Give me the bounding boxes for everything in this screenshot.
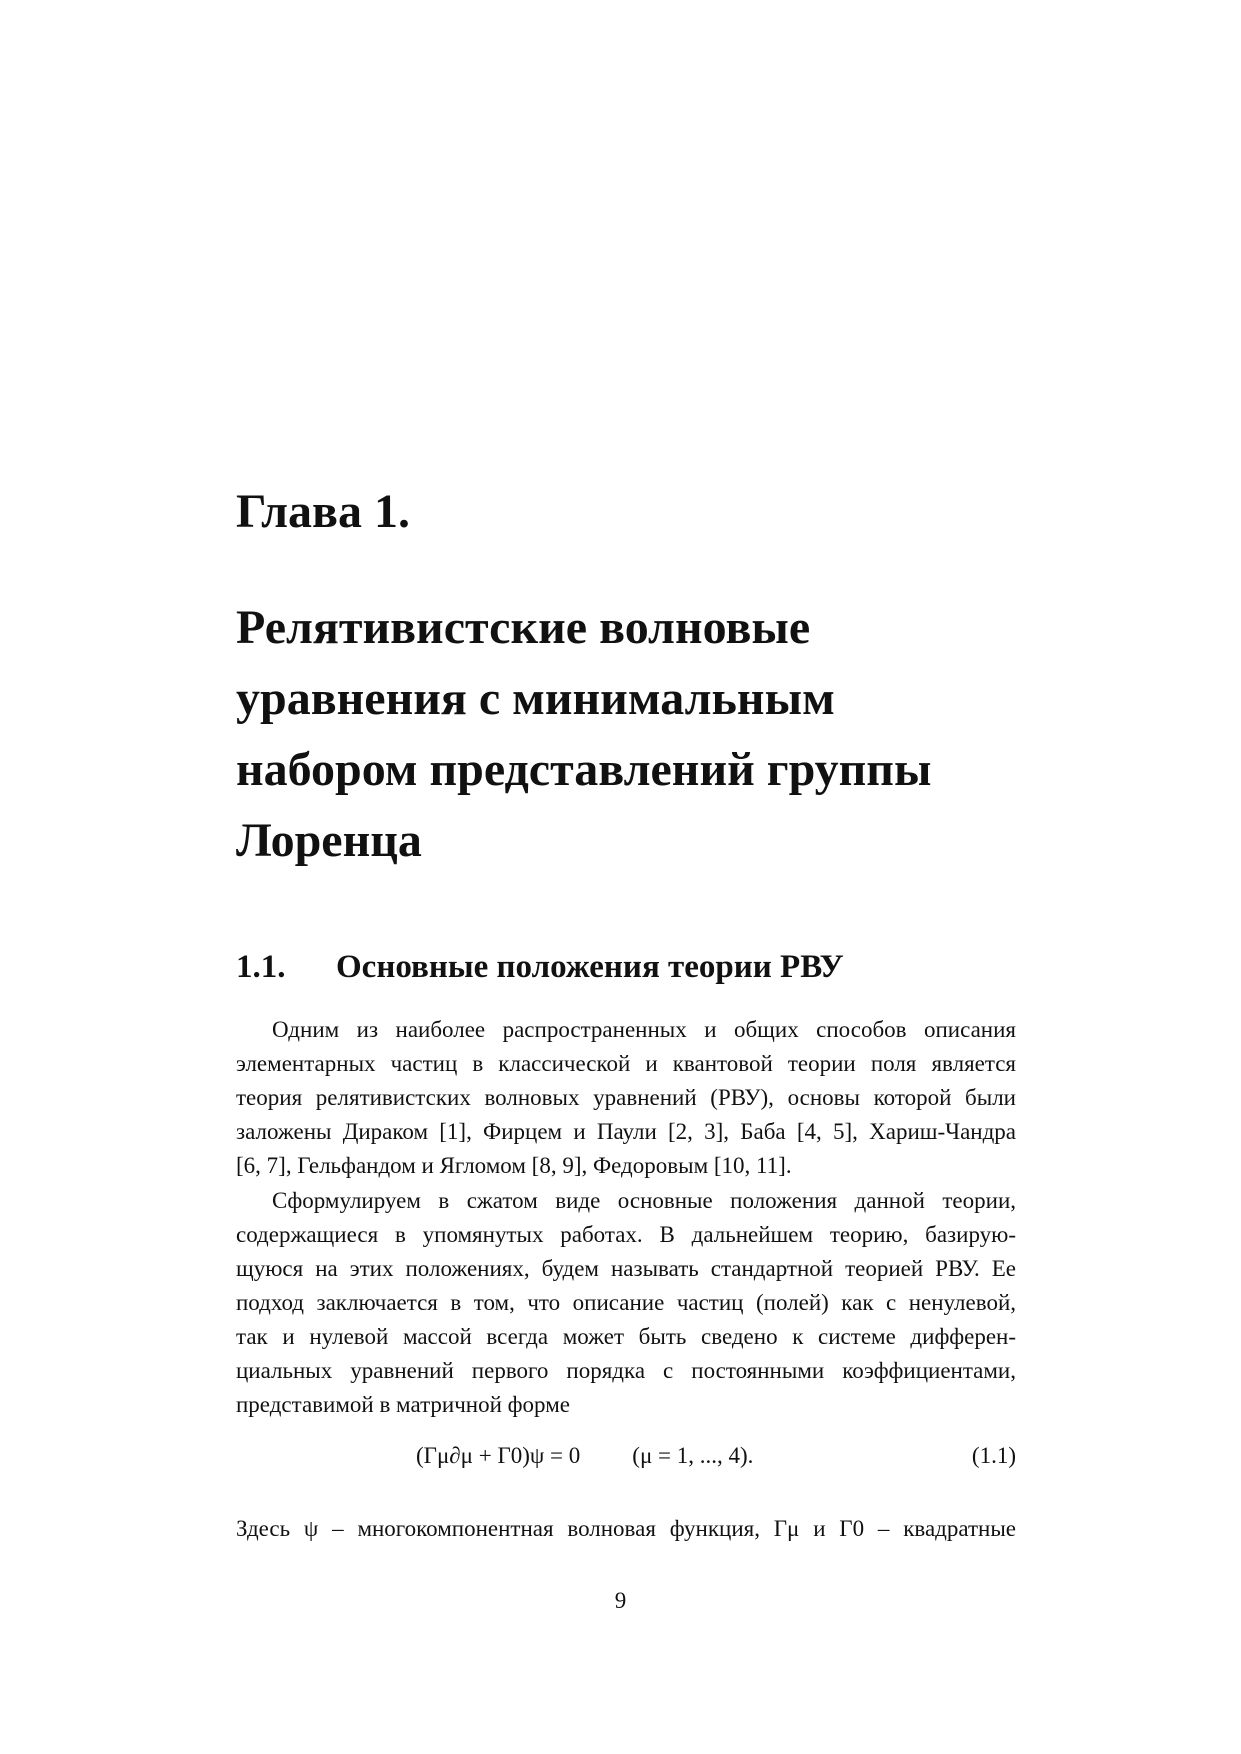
paragraph-line: представимой в матричной форме <box>236 1392 570 1417</box>
paragraph <box>236 1013 1016 1183</box>
section-heading <box>236 946 844 988</box>
paragraph-line: подход заключается в том, что описание частиц (полей) как с ненулевой, <box>236 1290 1016 1315</box>
paragraph-line: щуюся на этих положениях, будем называть стандартной теорией РВУ. Ее <box>236 1256 1016 1281</box>
chapter-title <box>236 592 1036 876</box>
section-number: 1.1. <box>236 949 286 985</box>
paragraph-line: Сформулируем в сжатом виде основные положения данной теории, <box>272 1188 1016 1213</box>
paragraph-line: так и нулевой массой всегда может быть сведено к системе дифферен- <box>236 1324 1016 1349</box>
chapter-title-line: Релятивистские волновые <box>236 601 811 654</box>
chapter-title-line: набором представлений группы <box>236 743 932 796</box>
paragraph-line: циальных уравнений первого порядка с постоянными коэффициентами, <box>236 1358 1016 1383</box>
equation-formula <box>416 1436 753 1476</box>
chapter-title-line: уравнения с минимальным <box>236 672 835 725</box>
paragraph-line: содержащиеся в упомянутых работах. В дальнейшем теорию, базирую- <box>236 1222 1016 1247</box>
chapter-label: Глава 1. <box>236 485 410 538</box>
equation-condition: (μ = 1, ..., 4). <box>632 1443 754 1468</box>
paragraph-line: Здесь ψ – многокомпонентная волновая функция, Γμ и Γ0 – квадратные <box>236 1516 1016 1541</box>
paragraph <box>236 1512 1016 1546</box>
chapter-title-line: Лоренца <box>236 814 422 867</box>
paragraph-line: Одним из наиболее распространенных и общих способов описания <box>272 1017 1016 1042</box>
equation <box>236 1436 1016 1476</box>
equation-number: (1.1) <box>971 1443 1016 1468</box>
equation-expression: (Γμ∂μ + Γ0)ψ = 0 <box>416 1443 581 1468</box>
paragraph-line: теория релятивистских волновых уравнений (РВУ), основы которой были <box>236 1085 1016 1110</box>
paragraph-line: заложены Дираком [1], Фирцем и Паули [2, 3], Баба [4, 5], Хариш-Чандра <box>236 1119 1016 1144</box>
paragraph-line: элементарных частиц в классической и квантовой теории поля является <box>236 1051 1016 1076</box>
paragraph <box>236 1184 1016 1422</box>
section-title: Основные положения теории РВУ <box>336 949 844 985</box>
paragraph-line: [6, 7], Гельфандом и Ягломом [8, 9], Федоровым [10, 11]. <box>236 1153 792 1178</box>
page-number: 9 <box>614 1588 627 1613</box>
